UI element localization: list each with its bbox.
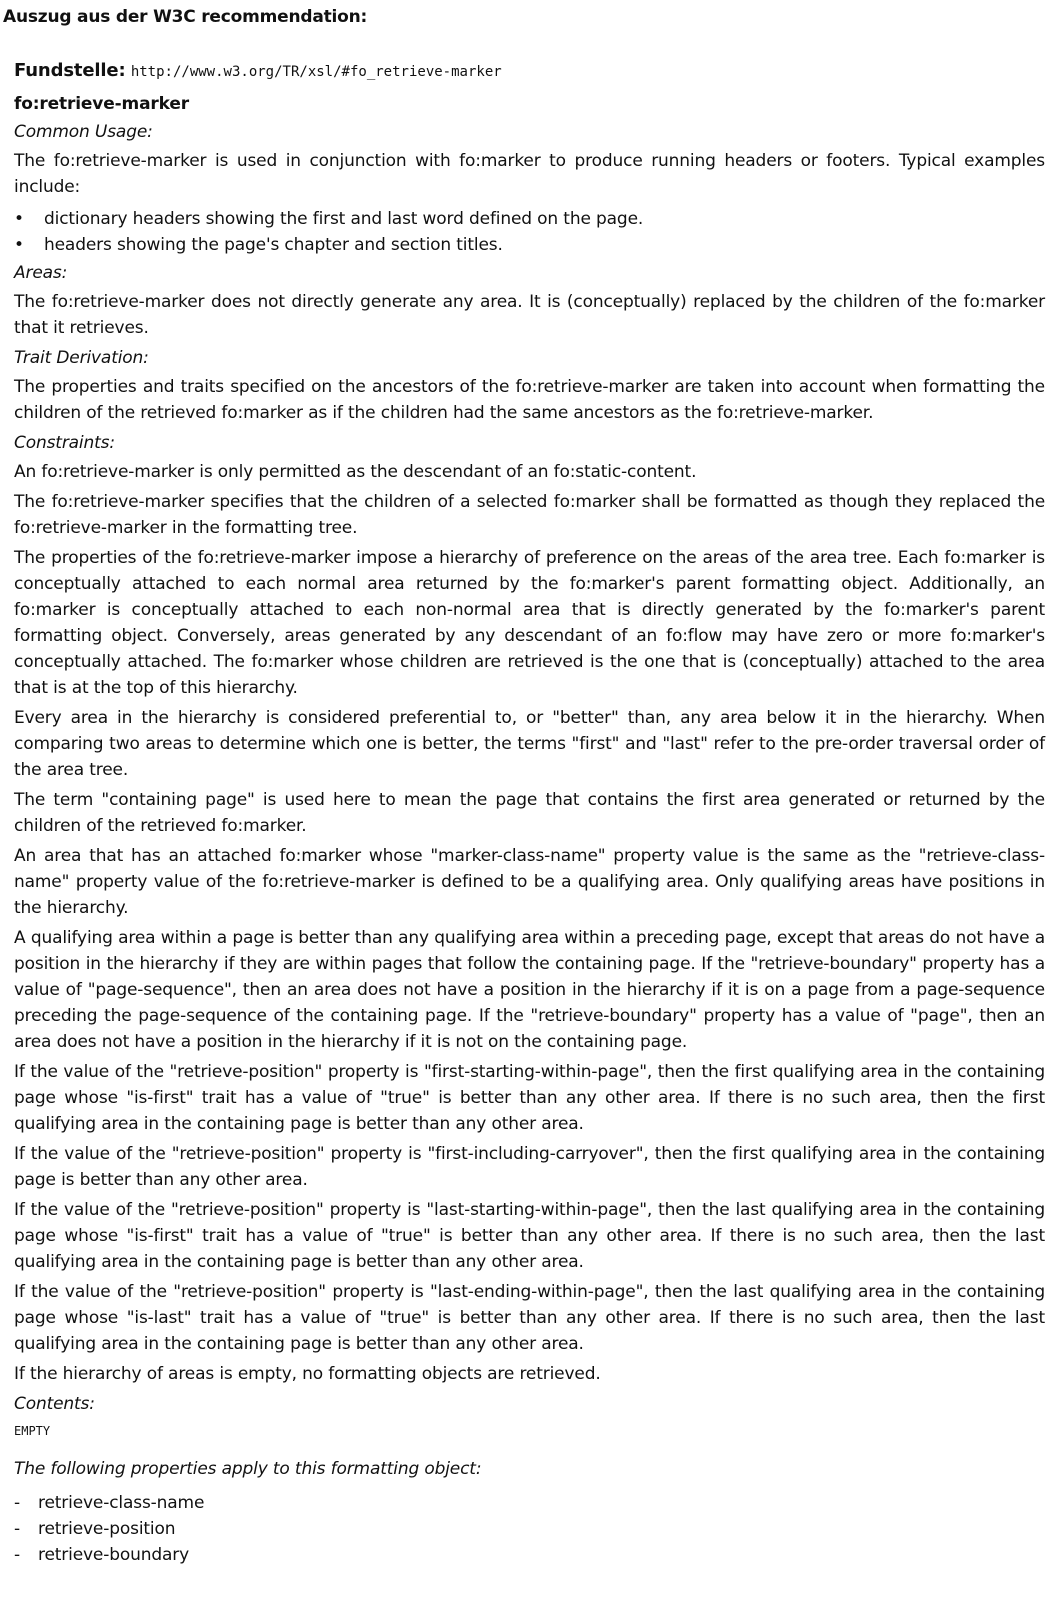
constraint-paragraph: An fo:retrieve-marker is only permitted as the descendant of an fo:static-content. — [14, 462, 697, 482]
source-url: http://www.w3.org/TR/xsl/#fo_retrieve-marker — [130, 64, 502, 80]
spec-excerpt — [14, 58, 1045, 1568]
areas-label: Areas: — [14, 263, 68, 283]
list-item: - retrieve-boundary — [14, 1542, 1045, 1568]
list-item: - retrieve-position — [14, 1516, 1045, 1542]
common-usage-text: The fo:retrieve-marker is used in conjunction with fo:marker to produce running headers or footers. Typical examples include: — [14, 151, 1045, 197]
excerpt-heading: Auszug aus der W3C recommendation: — [3, 7, 368, 27]
constraint-paragraph: Every area in the hierarchy is considered preferential to, or "better" than, any area below it in the hierarchy. When comparing two areas to determine which one is better, the terms "first" and "last" refer to the pre-order traversal order of the area tree. — [14, 708, 1045, 780]
contents-label: Contents: — [14, 1394, 95, 1414]
constraint-paragraph: If the value of the "retrieve-position" property is "first-including-carryover", then the first qualifying area in the containing page is better than any other area. — [14, 1144, 1045, 1190]
constraint-paragraph: The properties of the fo:retrieve-marker impose a hierarchy of preference on the areas of the area tree. Each fo:marker is conceptually attached to each normal area returned by the fo:marker's parent formatting object. Additionally, an fo:marker is conceptually attached to each non-normal area that is directly generated by the fo:marker's parent formatting object. Conversely, areas generated by any descendant of an fo:flow may have zero or more fo:marker's conceptually attached. The fo:marker whose children are retrieved is the one that is (conceptually) attached to the area that is at the top of this hierarchy. — [14, 548, 1045, 698]
constraint-paragraph: If the value of the "retrieve-position" property is "last-starting-within-page", then the last qualifying area in the containing page whose "is-first" trait has a value of "true" is better than any other area. If there is no such area, then the last qualifying area in the containing page is better than any other area. — [14, 1200, 1045, 1272]
source-label: Fundstelle: — [14, 60, 126, 81]
trait-derivation-text: The properties and traits specified on the ancestors of the fo:retrieve-marker are taken into account when formatting the children of the retrieved fo:marker as if the children had the same ancestors as the fo:retrieve-marker. — [14, 377, 1045, 423]
constraint-paragraph: A qualifying area within a page is better than any qualifying area within a preceding page, except that areas do not have a position in the hierarchy if they are within pages that follow the containing page. If the "retrieve-boundary" property has a value of "page-sequence", then an area does not have a position in the hierarchy if it is on a page from a page-sequence preceding the page-sequence of the containing page. If the "retrieve-boundary" property has a value of "page", then an area does not have a position in the hierarchy if it is not on the containing page. — [14, 928, 1045, 1052]
constraint-paragraph: The term "containing page" is used here to mean the page that contains the first area generated or returned by the children of the retrieved fo:marker. — [14, 790, 1045, 836]
constraint-paragraph: If the value of the "retrieve-position" property is "last-ending-within-page", then the last qualifying area in the containing page whose "is-last" trait has a value of "true" is better than any other area. If there is no such area, then the last qualifying area in the containing page is better than any other area. — [14, 1282, 1045, 1354]
properties-intro: The following properties apply to this formatting object: — [14, 1459, 482, 1479]
list-item: - retrieve-class-name — [14, 1490, 1045, 1516]
constraint-paragraph: An area that has an attached fo:marker whose "marker-class-name" property value is the same as the "retrieve-class-name" property value of the fo:retrieve-marker is defined to be a qualifying area. Only qualifying areas have positions in the hierarchy. — [14, 846, 1045, 918]
contents-value: EMPTY — [14, 1424, 51, 1438]
constraint-paragraph: The fo:retrieve-marker specifies that the children of a selected fo:marker shall be formatted as though they replaced the fo:retrieve-marker in the formatting tree. — [14, 492, 1045, 538]
formatting-object-title: fo:retrieve-marker — [14, 94, 189, 114]
list-item: • headers showing the page's chapter and section titles. — [14, 232, 1045, 258]
trait-derivation-label: Trait Derivation: — [14, 348, 149, 368]
source-reference — [14, 58, 1045, 85]
usage-examples-list — [14, 206, 1045, 258]
constraint-paragraph: If the value of the "retrieve-position" property is "first-starting-within-page", then the first qualifying area in the containing page whose "is-first" trait has a value of "true" is better than any other area. If there is no such area, then the first qualifying area in the containing page is better than any other area. — [14, 1062, 1045, 1134]
areas-text: The fo:retrieve-marker does not directly generate any area. It is (conceptually) replaced by the children of the fo:marker that it retrieves. — [14, 292, 1045, 338]
constraint-paragraph: If the hierarchy of areas is empty, no formatting objects are retrieved. — [14, 1364, 601, 1384]
common-usage-label: Common Usage: — [14, 122, 153, 142]
list-item: • dictionary headers showing the first and last word defined on the page. — [14, 206, 1045, 232]
properties-list — [14, 1490, 1045, 1568]
constraints-label: Constraints: — [14, 433, 115, 453]
